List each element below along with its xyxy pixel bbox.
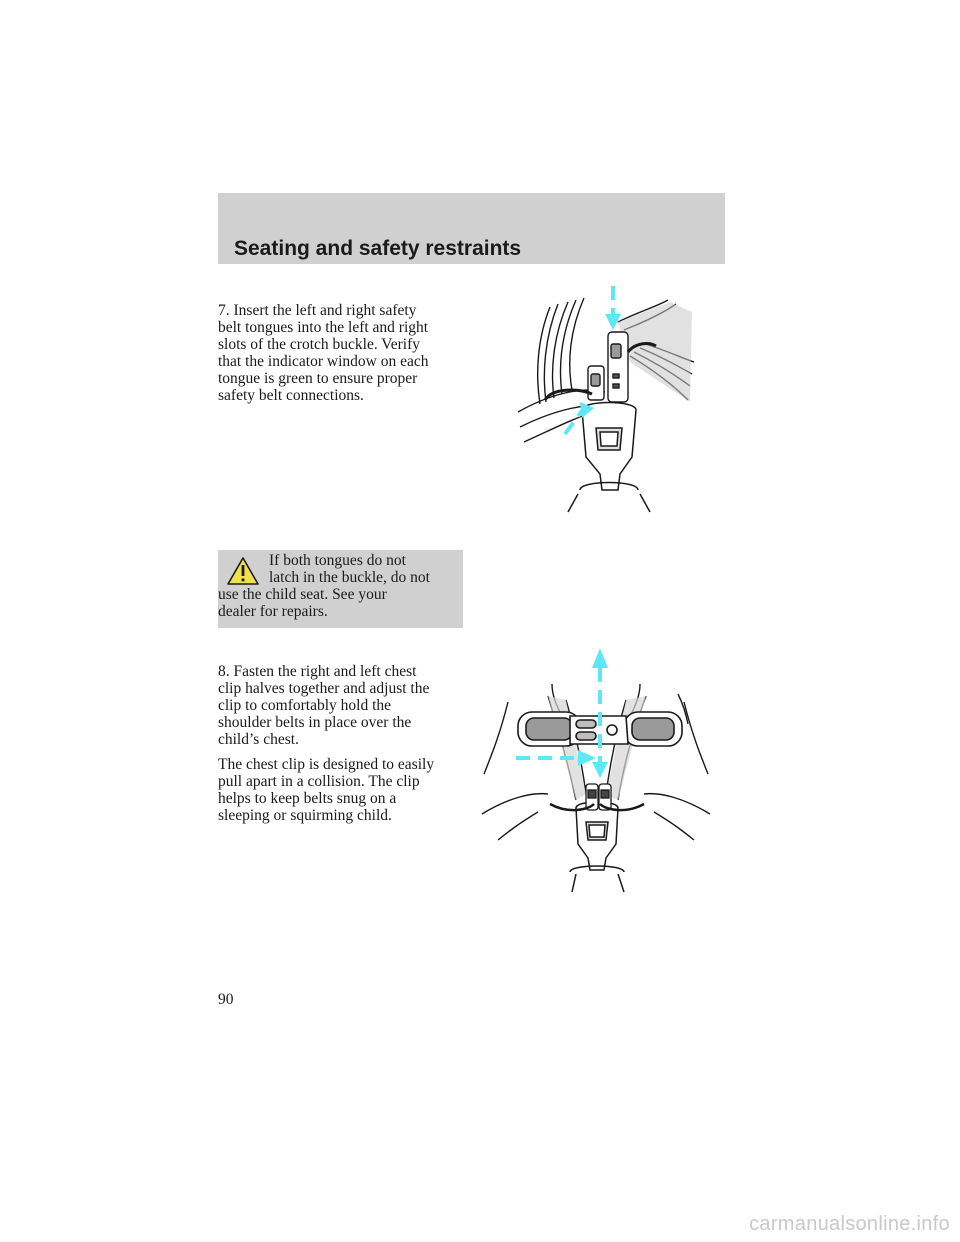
crotch-buckle-illustration xyxy=(510,282,700,514)
section-title: Seating and safety restraints xyxy=(234,237,522,260)
text-line: 7. Insert the left and right safety xyxy=(218,302,417,319)
chest-clip-illustration xyxy=(478,644,714,894)
text-line: The chest clip is designed to easily xyxy=(218,756,435,773)
section-header-band xyxy=(218,193,725,264)
warning-text-line: use the child seat. See your xyxy=(218,586,387,603)
warning-text-line: dealer for repairs. xyxy=(218,603,328,620)
warning-box xyxy=(218,550,463,628)
text-line: sleeping or squirming child. xyxy=(218,807,392,824)
text-line: slots of the crotch buckle. Verify xyxy=(218,336,421,353)
text-line: shoulder belts in place over the xyxy=(218,714,412,731)
warning-triangle-icon xyxy=(226,556,260,586)
text-line: safety belt connections. xyxy=(218,387,364,404)
warning-text-line: latch in the buckle, do not xyxy=(269,569,430,586)
watermark: carmanualsonline.info xyxy=(749,1213,950,1235)
text-line: pull apart in a collision. The clip xyxy=(218,773,420,790)
text-line: clip to comfortably hold the xyxy=(218,697,392,714)
text-line: belt tongues into the left and right xyxy=(218,319,429,336)
page-number: 90 xyxy=(218,991,234,1008)
text-line: child’s chest. xyxy=(218,731,299,748)
text-line: clip halves together and adjust the xyxy=(218,680,430,697)
text-line: 8. Fasten the right and left chest xyxy=(218,663,417,680)
warning-text-line: If both tongues do not xyxy=(269,552,406,569)
text-line: that the indicator window on each xyxy=(218,353,429,370)
text-line: helps to keep belts snug on a xyxy=(218,790,397,807)
text-line: tongue is green to ensure proper xyxy=(218,370,418,387)
